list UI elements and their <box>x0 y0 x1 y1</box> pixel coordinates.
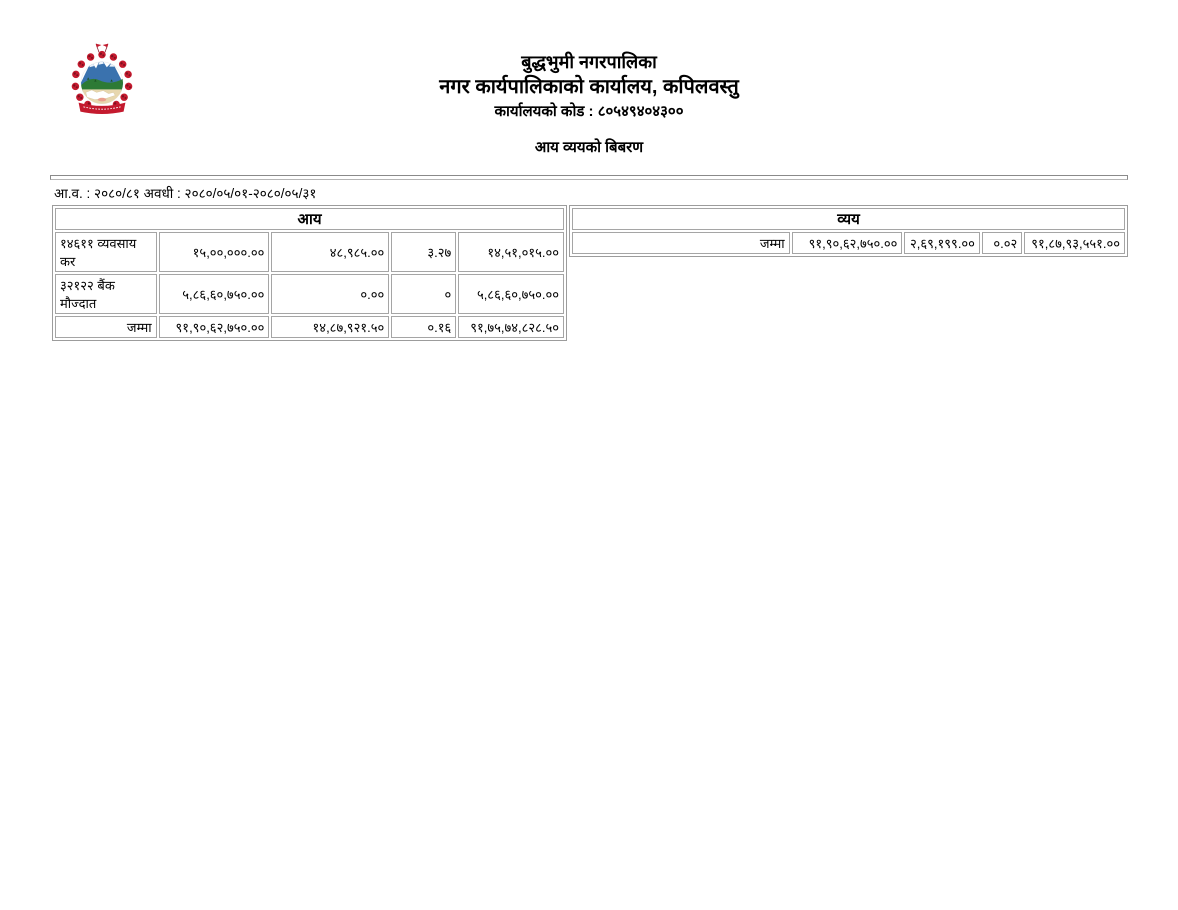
total-balance-amount: ९१,८७,९३,५५१.०० <box>1024 232 1125 254</box>
account-label: १४६११ व्यवसाय कर <box>55 232 157 272</box>
municipality-name: बुद्धभुमी नगरपालिका <box>521 52 657 72</box>
budget-amount: १५,००,०००.०० <box>159 232 270 272</box>
period-amount: ४८,९८५.०० <box>271 232 389 272</box>
total-label: जम्मा <box>572 232 790 254</box>
total-percent-value: ०.१६ <box>391 316 456 338</box>
report-title: आय व्ययको बिबरण <box>534 138 644 156</box>
balance-amount: १४,५१,०१५.०० <box>458 232 564 272</box>
total-budget-amount: ९१,९०,६२,७५०.०० <box>792 232 903 254</box>
income-total-row <box>55 316 564 338</box>
office-code: कार्यालयको कोड : ८०५४९४०४३०० <box>494 102 684 120</box>
divider-rule <box>50 175 1128 180</box>
income-table <box>52 205 567 341</box>
income-row-bank-balance <box>55 274 564 314</box>
total-period-amount: २,६९,१९९.०० <box>904 232 980 254</box>
expenditure-table-title: व्यय <box>572 208 1125 230</box>
expenditure-total-row <box>572 232 1125 254</box>
percent-value: ३.२७ <box>391 232 456 272</box>
account-label: ३२१२२ बैंक मौज्दात <box>55 274 157 314</box>
percent-value: ० <box>391 274 456 314</box>
balance-amount: ५,८६,६०,७५०.०० <box>458 274 564 314</box>
tables-container <box>52 205 1178 341</box>
budget-amount: ५,८६,६०,७५०.०० <box>159 274 270 314</box>
motto-banner-icon <box>79 103 126 114</box>
fiscal-period-line: आ.व. : २०८०/८१ अवधी : २०८०/०५/०१-२०८०/०५/३१ <box>54 186 317 202</box>
income-table-title: आय <box>55 208 564 230</box>
period-amount: ०.०० <box>271 274 389 314</box>
nepal-emblem-logo <box>66 42 138 120</box>
letterhead <box>0 0 1178 156</box>
total-label: जम्मा <box>55 316 157 338</box>
total-percent-value: ०.०२ <box>982 232 1022 254</box>
total-budget-amount: ९१,९०,६२,७५०.०० <box>159 316 270 338</box>
total-balance-amount: ९१,७५,७४,८२८.५० <box>458 316 564 338</box>
office-name: नगर कार्यपालिकाको कार्यालय, कपिलवस्तु <box>439 75 739 98</box>
income-row-business-tax <box>55 232 564 272</box>
expenditure-table <box>569 205 1128 257</box>
total-period-amount: १४,८७,९२१.५० <box>271 316 389 338</box>
